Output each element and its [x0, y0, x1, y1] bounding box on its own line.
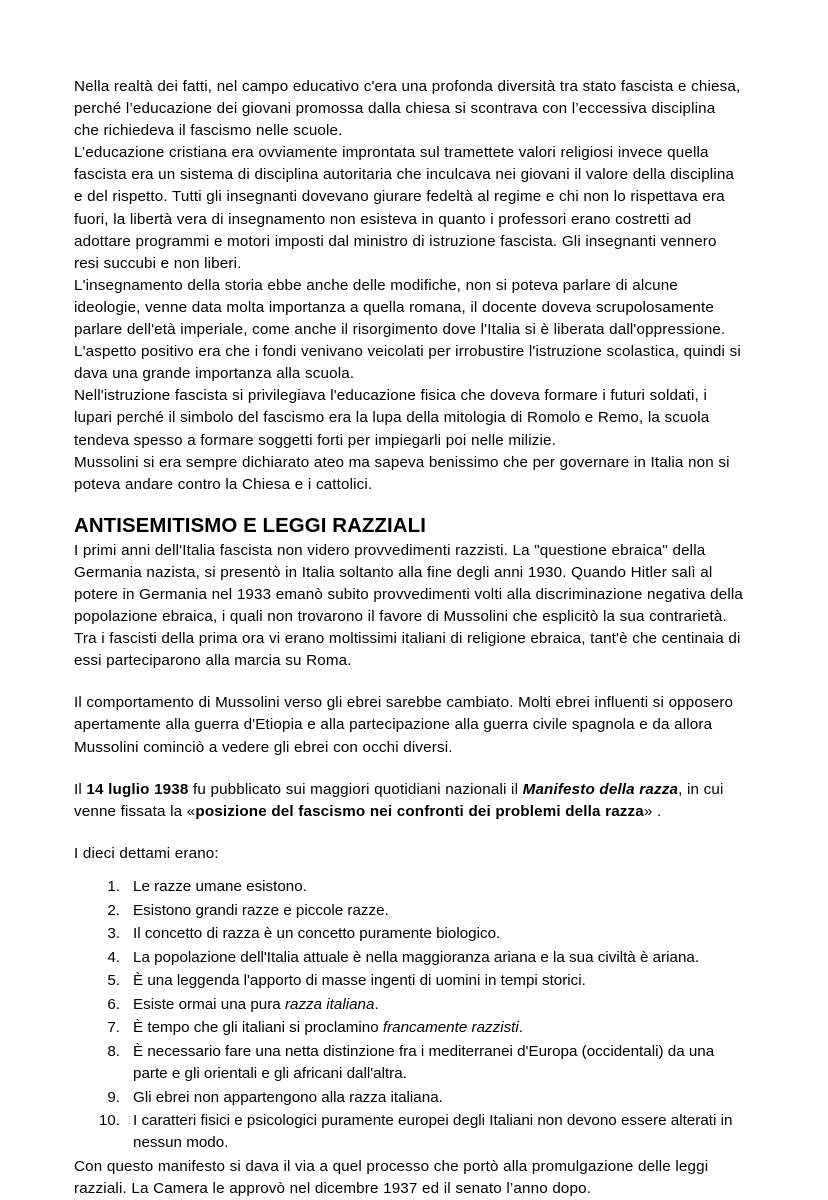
paragraph-mussolini-behaviour: Il comportamento di Mussolini verso gli ebrei sarebbe cambiato. Molti ebrei influenti si opposero apertamente alla guerra d'Etiopia e alla partecipazione alla guerra civile spagnola e da allora Mussolini cominciò a vedere gli ebrei con occhi diversi.: [74, 694, 734, 756]
list-item: [74, 1110, 744, 1154]
manifesto-quote: posizione del fascismo nei confronti dei problemi della razza: [195, 802, 644, 820]
list-item: [74, 970, 744, 992]
manifesto-after-title: , in cui venne fissata la «: [74, 780, 724, 820]
list-item-text: Le razze umane esistono.: [133, 877, 307, 895]
paragraph-christian-education: L’educazione cristiana era ovviamente improntata sul tramettete valori religiosi invece quella fascista era un sistema di disciplina autoritaria che inculcava nei giovani il valore della disciplina e del rispetto. Tutti gli insegnanti dovevano giurare fedeltà al regime e chi non lo rispettava era fuori, la libertà vera di insegnamento non esisteva in quanto i professori erano costretti ad adottare programmi e motori imposti dal ministro di istruzione fascista. Gli insegnanti vennero resi succubi e non liberi.: [74, 144, 735, 272]
section-heading-antisemitismo: ANTISEMITISMO E LEGGI RAZZIALI: [74, 514, 426, 537]
manifesto-middle: fu pubblicato sui maggiori quotidiani nazionali il: [188, 780, 523, 798]
list-item-suffix: .: [374, 995, 379, 1013]
manifesto-date: 14 luglio 1938: [86, 780, 189, 798]
list-item-italic: razza italiana: [284, 995, 375, 1013]
paragraph-first-years-racism: I primi anni dell'Italia fascista non videro provvedimenti razzisti. La "questione ebraica" della Germania nazista, si presentò in Italia soltanto alla fine degli anni 1930. Quando Hitler salì al potere in Germania nel 1933 emanò subito provvedimenti volti alla discriminazione negativa della popolazione ebraica, i quali non trovarono il favore di Mussolini che esplicitò la sua contrarietà. Tra i fascisti della prima ora vi erano moltissimi italiani di religione ebraica, tant'è che centinaia di essi parteciparono alla marcia su Roma.: [74, 541, 744, 670]
list-item-text: Gli ebrei non appartengono alla razza italiana.: [133, 1088, 443, 1106]
list-item: [74, 947, 744, 969]
paragraph-manifesto-della-razza: [74, 779, 744, 823]
manifesto-tail: » .: [643, 802, 662, 820]
manifesto-lead: Il: [74, 780, 87, 798]
paragraph-physical-education: Nell'istruzione fascista si privilegiava l'educazione fisica che doveva formare i futuri soldati, i lupari perché il simbolo del fascismo era la lupa della mitologia di Romolo e Remo, la scuola tendeva spesso a formare soggetti forti per impiegarli poi nelle milizie.: [74, 387, 710, 449]
paragraph-closing-leggi-razziali: Con questo manifesto si dava il via a quel processo che portò alla promulgazione delle leggi razziali. La Camera le approvò nel dicembre 1937 ed il senato l’anno dopo.: [74, 1158, 709, 1198]
list-item-text: I caratteri fisici e psicologici puramente europei degli Italiani non devono essere alterati in nessun modo.: [133, 1112, 733, 1152]
list-item-prefix: È tempo che gli italiani si proclamino: [133, 1019, 383, 1037]
list-item-text: Esistono grandi razze e piccole razze.: [133, 901, 389, 919]
list-item: [74, 900, 744, 922]
list-item-text: Il concetto di razza è un concetto puramente biologico.: [133, 925, 501, 943]
list-item: [74, 876, 744, 898]
dettami-list: [74, 876, 744, 1155]
list-item-italic: francamente razzisti: [382, 1019, 519, 1037]
manifesto-title: Manifesto della razza: [522, 780, 679, 798]
document-body: [74, 76, 744, 1200]
list-item: [74, 1087, 744, 1109]
list-item-prefix: Esiste ormai una pura: [133, 995, 285, 1013]
paragraph-education-diversity: Nella realtà dei fatti, nel campo educativo c'era una profonda diversità tra stato fascista e chiesa, perché l’educazione dei giovani promossa dalla chiesa si scontrava con l’eccessiva disciplina che richiedeva il fascismo nelle scuole.: [74, 78, 741, 140]
list-intro: I dieci dettami erano:: [74, 844, 219, 862]
list-item-text: La popolazione dell'Italia attuale è nella maggioranza ariana e la sua civiltà è ariana.: [133, 948, 700, 966]
paragraph-history-teaching: L'insegnamento della storia ebbe anche delle modifiche, non si poteva parlare di alcune ideologie, venne data molta importanza a quella romana, il docente doveva scrupolosamente parlare dell'età imperiale, come anche il risorgimento dove l'Italia si è liberata dall'oppressione. L'aspetto positivo era che i fondi venivano veicolati per irrobustire l'istruzione scolastica, quindi si dava una grande importanza alla scuola.: [74, 276, 741, 383]
list-item: [74, 1041, 744, 1085]
list-item: [74, 1017, 744, 1039]
list-item: [74, 923, 744, 945]
list-item-text: È una leggenda l'apporto di masse ingenti di uomini in tempi storici.: [133, 972, 586, 990]
list-item-suffix: .: [518, 1019, 524, 1037]
list-item: [74, 994, 744, 1016]
paragraph-mussolini-atheist: Mussolini si era sempre dichiarato ateo ma sapeva benissimo che per governare in Italia non si poteva andare contro la Chiesa e i cattolici.: [74, 453, 730, 493]
list-item-text: È necessario fare una netta distinzione fra i mediterranei d'Europa (occidentali) da una parte e gli orientali e gli africani dall'altra.: [133, 1043, 715, 1083]
